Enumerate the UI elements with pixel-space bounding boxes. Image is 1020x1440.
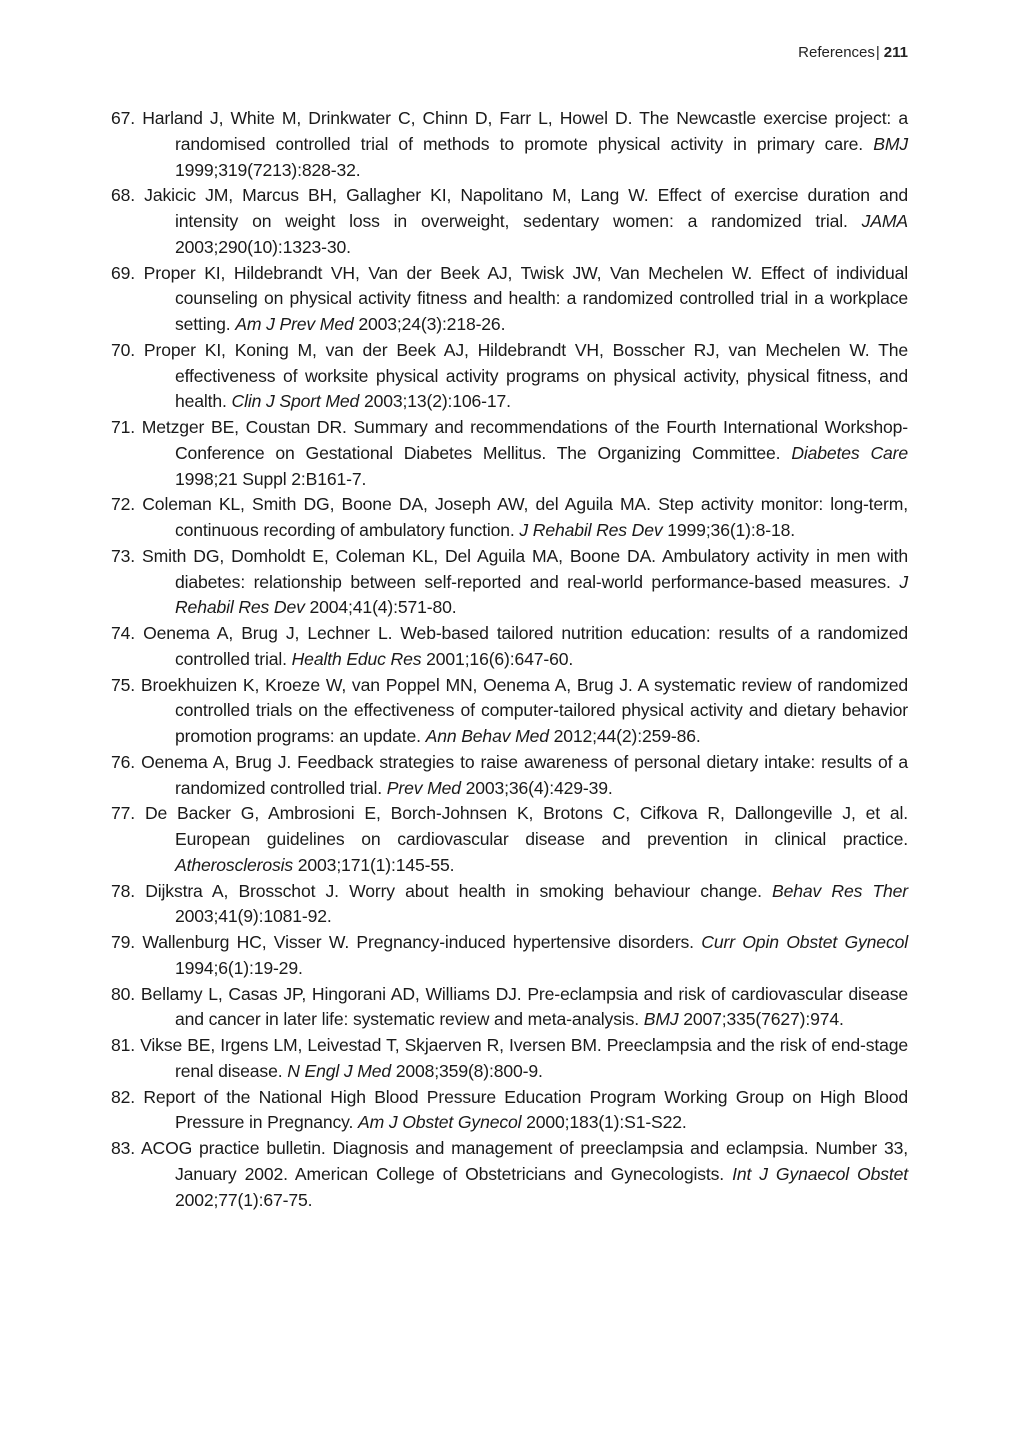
reference-journal: Clin J Sport Med xyxy=(231,391,360,412)
reference-item xyxy=(111,106,908,183)
reference-citation: 2012;44(2):259-86. xyxy=(553,726,701,746)
reference-journal: Ann Behav Med xyxy=(425,726,549,746)
reference-citation: 1998;21 Suppl 2:B161-7. xyxy=(175,468,367,489)
reference-item xyxy=(111,930,908,982)
reference-number: 77. xyxy=(111,803,136,824)
reference-text: Oenema A, Brug J, Lechner L. Web-based tailored nutrition education: results of a randomized controlled trial. xyxy=(143,623,908,669)
reference-text: Dijkstra A, Brosschot J. Worry about health in smoking behaviour change. xyxy=(145,880,762,901)
reference-text: Wallenburg HC, Visser W. Pregnancy-induced hypertensive disorders. xyxy=(142,932,694,952)
reference-text: Coleman KL, Smith DG, Boone DA, Joseph AW, del Aguila MA. Step activity monitor: long-term, continuous recording of ambulatory function. xyxy=(142,494,908,540)
reference-citation: 2001;16(6):647-60. xyxy=(426,648,574,669)
reference-citation: 2003;24(3):218-26. xyxy=(358,314,506,334)
reference-number: 75. xyxy=(111,674,136,695)
reference-number: 80. xyxy=(111,983,136,1004)
reference-item xyxy=(111,673,908,750)
reference-text: Proper KI, Hildebrandt VH, Van der Beek AJ, Twisk JW, Van Mechelen W. Effect of individual counseling on physical activity fitness and health: a randomized controlled trial in a workplace setting. xyxy=(143,262,908,334)
reference-item xyxy=(111,982,908,1034)
reference-text: Vikse BE, Irgens LM, Leivestad T, Skjaerven R, Iversen BM. Preeclampsia and the risk of end-stage renal disease. xyxy=(140,1035,908,1081)
reference-item xyxy=(111,492,908,544)
reference-journal: Atherosclerosis xyxy=(175,854,294,875)
reference-number: 76. xyxy=(111,751,136,772)
reference-citation: 2003;36(4):429-39. xyxy=(465,777,613,798)
reference-item xyxy=(111,544,908,621)
reference-text: Report of the National High Blood Pressure Education Program Working Group on High Blood Pressure in Pregnancy. xyxy=(143,1086,908,1133)
reference-text: Metzger BE, Coustan DR. Summary and recommendations of the Fourth International Workshop-Conference on Gestational Diabetes Mellitus. The Organizing Committee. xyxy=(141,417,908,463)
reference-number: 81. xyxy=(111,1035,136,1055)
reference-item xyxy=(111,183,908,260)
header-section: References xyxy=(798,44,875,61)
reference-journal: Diabetes Care xyxy=(791,442,908,463)
reference-number: 70. xyxy=(111,339,136,360)
reference-item xyxy=(111,801,908,878)
reference-journal: J Rehabil Res Dev xyxy=(519,520,663,540)
reference-journal: Curr Opin Obstet Gynecol xyxy=(701,932,908,952)
reference-journal: J Rehabil Res Dev xyxy=(175,571,908,618)
reference-citation: 2003;171(1):145-55. xyxy=(297,854,455,875)
reference-journal: JAMA xyxy=(861,211,908,231)
reference-citation: 1999;319(7213):828-32. xyxy=(175,159,361,180)
running-header xyxy=(798,44,908,61)
reference-number: 71. xyxy=(111,417,136,437)
reference-item xyxy=(111,1136,908,1213)
reference-citation: 1994;6(1):19-29. xyxy=(175,957,303,978)
reference-journal: Behav Res Ther xyxy=(772,880,909,901)
reference-citation: 1999;36(1):8-18. xyxy=(667,520,795,540)
reference-journal: Am J Obstet Gynecol xyxy=(358,1112,522,1133)
reference-citation: 2003;13(2):106-17. xyxy=(363,391,511,412)
reference-text: ACOG practice bulletin. Diagnosis and management of preeclampsia and eclampsia. Number 33, January 2002. American College of Obstetricians and Gynecologists. xyxy=(140,1138,908,1184)
reference-citation: 2000;183(1):S1-S22. xyxy=(526,1112,687,1133)
reference-text: Smith DG, Domholdt E, Coleman KL, Del Aguila MA, Boone DA. Ambulatory activity in men with diabetes: relationship between self-reported and real-world performance-based measures. xyxy=(142,545,908,592)
reference-journal: BMJ xyxy=(643,1009,679,1030)
reference-text: Harland J, White M, Drinkwater C, Chinn D, Farr L, Howel D. The Newcastle exercise project: a randomised controlled trial of methods to promote physical activity in primary care. xyxy=(142,108,908,154)
reference-citation: 2002;77(1):67-75. xyxy=(175,1189,313,1210)
reference-citation: 2007;335(7627):974. xyxy=(683,1009,844,1030)
reference-citation: 2004;41(4):571-80. xyxy=(309,597,457,618)
reference-text: Proper KI, Koning M, van der Beek AJ, Hildebrandt VH, Bosscher RJ, van Mechelen W. The effectiveness of worksite physical activity programs on physical activity, physical fitness, and health. xyxy=(143,339,908,412)
reference-text: Oenema A, Brug J. Feedback strategies to raise awareness of personal dietary intake: results of a randomized controlled trial. xyxy=(141,751,909,798)
reference-citation: 2008;359(8):800-9. xyxy=(395,1060,543,1081)
reference-number: 83. xyxy=(111,1138,136,1158)
reference-citation: 2003;290(10):1323-30. xyxy=(175,236,351,257)
reference-item xyxy=(111,1085,908,1137)
reference-number: 74. xyxy=(111,623,136,643)
header-separator: | xyxy=(875,44,880,61)
reference-journal: Health Educ Res xyxy=(291,648,422,669)
reference-text: Bellamy L, Casas JP, Hingorani AD, Williams DJ. Pre-eclampsia and risk of cardiovascular disease and cancer in later life: systematic review and meta-analysis. xyxy=(140,983,908,1030)
reference-journal: BMJ xyxy=(873,133,908,154)
page-number: 211 xyxy=(883,44,908,61)
reference-journal: Int J Gynaecol Obstet xyxy=(732,1163,908,1184)
reference-journal: N Engl J Med xyxy=(287,1060,392,1081)
reference-number: 78. xyxy=(111,880,136,901)
reference-journal: Am J Prev Med xyxy=(235,314,354,334)
reference-item xyxy=(111,621,908,673)
reference-item xyxy=(111,261,908,338)
reference-list xyxy=(111,106,908,1213)
reference-text: Jakicic JM, Marcus BH, Gallagher KI, Napolitano M, Lang W. Effect of exercise duration and intensity on weight loss in overweight, sedentary women: a randomized trial. xyxy=(144,185,908,231)
reference-number: 82. xyxy=(111,1086,136,1107)
reference-number: 67. xyxy=(111,108,136,128)
reference-number: 69. xyxy=(111,262,136,283)
reference-item xyxy=(111,879,908,931)
reference-item xyxy=(111,415,908,492)
reference-citation: 2003;41(9):1081-92. xyxy=(175,906,332,927)
reference-number: 79. xyxy=(111,932,136,952)
reference-number: 68. xyxy=(111,185,136,206)
reference-item xyxy=(111,338,908,415)
reference-text: De Backer G, Ambrosioni E, Borch-Johnsen K, Brotons C, Cifkova R, Dallongeville J, et al. European guidelines on cardiovascular disease and prevention in clinical practice. xyxy=(144,803,909,849)
reference-item xyxy=(111,1033,908,1085)
reference-number: 72. xyxy=(111,494,136,515)
reference-journal: Prev Med xyxy=(386,777,461,798)
reference-number: 73. xyxy=(111,545,136,566)
reference-text: Broekhuizen K, Kroeze W, van Poppel MN, Oenema A, Brug J. A systematic review of randomized controlled trials on the effectiveness of computer-tailored physical activity and dietary behavior promotion programs: an update. xyxy=(140,674,908,746)
reference-item xyxy=(111,750,908,802)
